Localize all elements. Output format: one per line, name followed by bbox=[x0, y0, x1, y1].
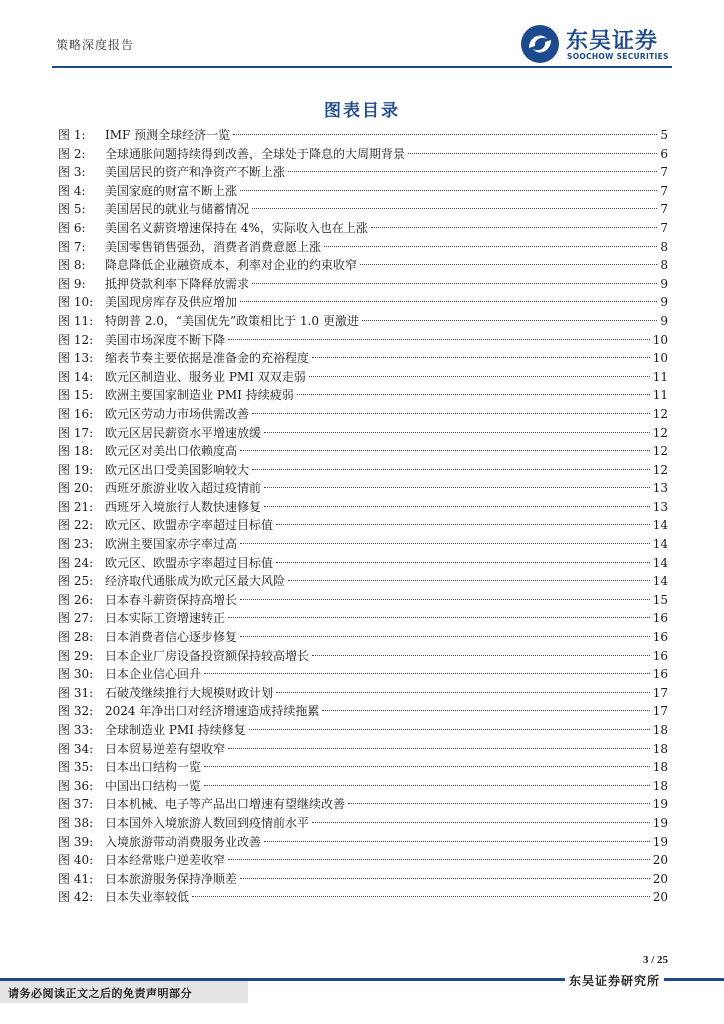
toc-entry-number: 图 14: bbox=[58, 369, 94, 384]
toc-entry-page: 18 bbox=[652, 778, 668, 793]
toc-entry-number: 图 32: bbox=[58, 704, 94, 719]
toc-entry-leader bbox=[240, 878, 650, 879]
institute-name: 东吴证券研究所 bbox=[565, 972, 664, 989]
toc-entry-leader bbox=[233, 134, 657, 135]
toc-entry-number: 图 39: bbox=[58, 834, 94, 849]
toc-entry[interactable] bbox=[58, 349, 668, 368]
toc-entry-page: 18 bbox=[652, 760, 668, 775]
toc-entry-number: 图 28: bbox=[58, 630, 94, 645]
toc-entry[interactable] bbox=[58, 554, 668, 573]
toc-entry[interactable] bbox=[58, 572, 668, 591]
toc-entry[interactable] bbox=[58, 145, 668, 164]
toc-entry-page: 20 bbox=[652, 890, 668, 905]
toc-entry-leader bbox=[264, 432, 650, 433]
toc-entry-title: 日本春斗薪资保持高增长 bbox=[105, 592, 238, 607]
toc-entry[interactable] bbox=[58, 200, 668, 219]
page-title: 图表目录 bbox=[324, 101, 400, 121]
toc-entry-title: 欧元区制造业、服务业 PMI 双双走弱 bbox=[105, 369, 306, 384]
toc-entry[interactable] bbox=[58, 535, 668, 554]
toc-entry-page: 20 bbox=[652, 853, 668, 868]
toc-entry-number: 图 4: bbox=[58, 183, 86, 198]
toc-entry-number: 图 21: bbox=[58, 499, 94, 514]
toc-entry-leader bbox=[228, 617, 650, 618]
toc-entry-number: 图 41: bbox=[58, 871, 94, 886]
toc-entry-title: 美国现房库存及供应增加 bbox=[105, 295, 238, 310]
toc-entry[interactable] bbox=[58, 461, 668, 480]
toc-entry-title: 美国居民的就业与储蓄情况 bbox=[105, 202, 250, 217]
toc-entry-number: 图 7: bbox=[58, 239, 86, 254]
toc-entry-number: 图 1: bbox=[58, 128, 86, 142]
toc-entry[interactable] bbox=[58, 702, 668, 721]
toc-entry-page: 16 bbox=[652, 667, 668, 682]
logo-english-name: SOOCHOW SECURITIES bbox=[567, 52, 669, 61]
toc-entry[interactable] bbox=[58, 331, 668, 350]
toc-entry-number: 图 15: bbox=[58, 388, 94, 403]
toc-entry-leader bbox=[276, 692, 650, 693]
toc-entry-page: 19 bbox=[652, 815, 668, 830]
toc-entry-title: 入境旅游带动消费服务业改善 bbox=[105, 834, 262, 849]
toc-entry-page: 8 bbox=[660, 239, 668, 254]
toc-entry-number: 图 9: bbox=[58, 276, 86, 291]
toc-entry-title: 西班牙入境旅行人数快速修复 bbox=[105, 499, 262, 514]
toc-entry[interactable] bbox=[58, 870, 668, 889]
toc-entry-title: 日本国外入境旅游人数回到疫情前水平 bbox=[105, 815, 310, 830]
toc-entry[interactable] bbox=[58, 684, 668, 703]
toc-entry-leader bbox=[240, 599, 650, 600]
toc-entry-title: 美国市场深度不断下降 bbox=[105, 332, 226, 347]
toc-entry-number: 图 27: bbox=[58, 611, 94, 626]
toc-entry-page: 16 bbox=[652, 611, 668, 626]
toc-entry-leader bbox=[276, 562, 650, 563]
figure-list bbox=[58, 126, 668, 907]
toc-entry-number: 图 38: bbox=[58, 815, 94, 830]
toc-entry-leader bbox=[362, 320, 657, 321]
toc-entry-title: 美国家庭的财富不断上涨 bbox=[105, 183, 238, 198]
toc-entry-title: 欧元区居民薪资水平增速放缓 bbox=[105, 425, 262, 440]
toc-entry-leader bbox=[249, 729, 650, 730]
toc-entry[interactable] bbox=[58, 163, 668, 182]
toc-entry-title: 日本贸易逆差有望收窄 bbox=[105, 741, 226, 756]
toc-entry-leader bbox=[371, 227, 658, 228]
toc-entry-page: 15 bbox=[652, 592, 668, 607]
toc-entry-leader bbox=[228, 748, 650, 749]
toc-entry-title: 全球制造业 PMI 持续修复 bbox=[105, 723, 246, 737]
toc-entry[interactable] bbox=[58, 256, 668, 275]
toc-entry-number: 图 2: bbox=[58, 146, 86, 161]
toc-entry-leader bbox=[348, 803, 650, 804]
toc-entry-page: 9 bbox=[660, 276, 668, 291]
toc-entry-leader bbox=[228, 859, 650, 860]
toc-entry-page: 14 bbox=[652, 537, 668, 552]
toc-entry-page: 14 bbox=[652, 574, 668, 589]
toc-entry[interactable] bbox=[58, 405, 668, 424]
toc-entry-number: 图 31: bbox=[58, 685, 94, 700]
toc-entry-title: 欧元区、欧盟赤字率超过目标值 bbox=[105, 555, 274, 570]
toc-entry-title: 美国零售销售强劲，消费者消费意愿上涨 bbox=[105, 239, 322, 254]
toc-entry-page: 20 bbox=[652, 871, 668, 886]
toc-entry-page: 14 bbox=[652, 518, 668, 533]
toc-entry-number: 图 42: bbox=[58, 890, 94, 905]
toc-entry-title: 缩表节奏主要依据是准备金的充裕程度 bbox=[105, 351, 310, 366]
toc-entry[interactable] bbox=[58, 275, 668, 294]
toc-entry-leader bbox=[276, 524, 650, 525]
toc-entry-leader bbox=[204, 785, 650, 786]
toc-entry-page: 7 bbox=[660, 165, 668, 180]
toc-entry-leader bbox=[312, 822, 650, 823]
toc-entry-leader bbox=[264, 841, 650, 842]
toc-entry-page: 12 bbox=[652, 425, 668, 440]
toc-entry[interactable] bbox=[58, 591, 668, 610]
toc-entry-leader bbox=[312, 655, 650, 656]
toc-entry-page: 16 bbox=[652, 630, 668, 645]
toc-entry-page: 18 bbox=[652, 741, 668, 756]
toc-entry[interactable] bbox=[58, 888, 668, 907]
toc-entry[interactable] bbox=[58, 126, 668, 145]
toc-entry[interactable] bbox=[58, 386, 668, 405]
logo-chinese-name: 东吴证券 bbox=[566, 29, 659, 54]
toc-entry-number: 图 37: bbox=[58, 797, 94, 812]
toc-entry[interactable] bbox=[58, 516, 668, 535]
toc-entry-number: 图 17: bbox=[58, 425, 94, 440]
toc-entry[interactable] bbox=[58, 758, 668, 777]
toc-entry-title: 美国居民的资产和净资产不断上涨 bbox=[105, 165, 286, 180]
toc-entry-number: 图 11: bbox=[58, 313, 94, 328]
toc-entry-page: 7 bbox=[660, 220, 668, 235]
toc-entry-number: 图 26: bbox=[58, 592, 94, 607]
toc-entry-page: 10 bbox=[652, 351, 668, 366]
toc-entry[interactable] bbox=[58, 424, 668, 443]
toc-entry-page: 7 bbox=[660, 202, 668, 217]
toc-entry[interactable] bbox=[58, 740, 668, 759]
toc-entry-page: 12 bbox=[652, 406, 668, 421]
toc-entry-page: 17 bbox=[652, 704, 668, 719]
toc-entry-title: 欧洲主要国家制造业 PMI 持续疲弱 bbox=[105, 388, 294, 403]
toc-entry[interactable] bbox=[58, 368, 668, 387]
toc-entry-page: 5 bbox=[660, 128, 668, 142]
toc-entry-leader bbox=[240, 301, 657, 302]
toc-entry-title: 美国名义薪资增速保持在 4%，实际收入也在上涨 bbox=[105, 220, 368, 235]
toc-entry-number: 图 10: bbox=[58, 295, 94, 310]
toc-entry-page: 9 bbox=[660, 313, 668, 328]
toc-entry-title: 西班牙旅游业收入超过疫情前 bbox=[105, 481, 262, 496]
toc-entry[interactable] bbox=[58, 814, 668, 833]
toc-entry-number: 图 25: bbox=[58, 574, 94, 589]
toc-entry-title: 日本消费者信心逐步修复 bbox=[105, 630, 238, 645]
toc-entry-leader bbox=[264, 506, 650, 507]
toc-entry-number: 图 34: bbox=[58, 741, 94, 756]
toc-entry[interactable] bbox=[58, 851, 668, 870]
toc-entry-leader bbox=[204, 673, 650, 674]
toc-entry-number: 图 5: bbox=[58, 202, 86, 217]
report-type-label: 策略深度报告 bbox=[56, 38, 135, 52]
disclaimer-text: 请务必阅读正文之后的免责声明部分 bbox=[8, 987, 192, 1000]
toc-entry-leader bbox=[322, 710, 649, 711]
toc-entry-page: 11 bbox=[652, 369, 668, 384]
toc-entry[interactable] bbox=[58, 628, 668, 647]
toc-entry-leader bbox=[288, 171, 657, 172]
toc-entry-title: 抵押贷款利率下降释放需求 bbox=[105, 276, 250, 291]
toc-entry-number: 图 23: bbox=[58, 537, 94, 552]
toc-entry-title: 经济取代通胀成为欧元区最大风险 bbox=[105, 574, 286, 589]
toc-entry[interactable] bbox=[58, 293, 668, 312]
toc-entry-leader bbox=[240, 636, 650, 637]
toc-entry-number: 图 13: bbox=[58, 351, 94, 366]
toc-entry[interactable] bbox=[58, 609, 668, 628]
toc-entry-leader bbox=[264, 487, 650, 488]
toc-entry-leader bbox=[309, 376, 650, 377]
toc-entry[interactable] bbox=[58, 795, 668, 814]
toc-entry-leader bbox=[192, 896, 650, 897]
toc-entry-title: 日本旅游服务保持净顺差 bbox=[105, 871, 238, 886]
toc-entry-leader bbox=[252, 469, 650, 470]
page-number: 3 / 25 bbox=[642, 954, 668, 966]
toc-entry-number: 图 29: bbox=[58, 648, 94, 663]
toc-entry-title: 欧元区出口受美国影响较大 bbox=[105, 462, 250, 477]
toc-entry-title: 欧洲主要国家赤字率过高 bbox=[105, 537, 238, 552]
toc-entry-leader bbox=[240, 190, 657, 191]
toc-entry[interactable] bbox=[58, 479, 668, 498]
toc-entry[interactable] bbox=[58, 312, 668, 331]
toc-entry[interactable] bbox=[58, 833, 668, 852]
toc-entry-title: 日本经常账户逆差收窄 bbox=[105, 853, 226, 868]
toc-entry-number: 图 36: bbox=[58, 778, 94, 793]
toc-entry-leader bbox=[312, 357, 650, 358]
toc-entry-page: 12 bbox=[652, 444, 668, 459]
toc-entry-leader bbox=[240, 543, 650, 544]
toc-entry-title: 日本企业信心回升 bbox=[105, 667, 202, 682]
toc-entry-title: 日本企业厂房设备投资额保持较高增长 bbox=[105, 648, 310, 663]
toc-entry-title: 欧元区劳动力市场供需改善 bbox=[105, 406, 250, 421]
toc-entry-number: 图 20: bbox=[58, 481, 94, 496]
toc-entry-number: 图 6: bbox=[58, 220, 86, 235]
toc-entry-number: 图 16: bbox=[58, 406, 94, 421]
toc-entry-number: 图 24: bbox=[58, 555, 94, 570]
toc-entry-leader bbox=[252, 283, 657, 284]
toc-entry-title: 特朗普 2.0，“美国优先”政策相比于 1.0 更激进 bbox=[105, 313, 359, 328]
toc-entry-leader bbox=[204, 766, 650, 767]
toc-entry[interactable] bbox=[58, 721, 668, 740]
toc-entry-page: 13 bbox=[652, 481, 668, 496]
toc-entry-number: 图 12: bbox=[58, 332, 94, 347]
toc-entry-leader bbox=[252, 208, 657, 209]
toc-entry[interactable] bbox=[58, 498, 668, 517]
toc-entry-page: 6 bbox=[660, 146, 668, 161]
toc-entry-leader bbox=[324, 246, 657, 247]
toc-entry[interactable] bbox=[58, 182, 668, 201]
toc-entry-leader bbox=[252, 413, 650, 414]
toc-entry-number: 图 22: bbox=[58, 518, 94, 533]
toc-entry-page: 11 bbox=[652, 388, 668, 403]
toc-entry-number: 图 3: bbox=[58, 165, 86, 180]
toc-entry[interactable] bbox=[58, 647, 668, 666]
toc-entry-number: 图 40: bbox=[58, 853, 94, 868]
toc-entry-leader bbox=[288, 580, 650, 581]
toc-entry-leader bbox=[360, 264, 657, 265]
toc-entry[interactable] bbox=[58, 665, 668, 684]
toc-entry-page: 14 bbox=[652, 555, 668, 570]
toc-entry-title: 欧元区、欧盟赤字率超过目标值 bbox=[105, 518, 274, 533]
toc-entry-title: 全球通胀问题持续得到改善，全球处于降息的大周期背景 bbox=[105, 146, 406, 161]
toc-entry-title: 中国出口结构一览 bbox=[105, 778, 202, 793]
toc-entry-title: 石破茂继续推行大规模财政计划 bbox=[105, 685, 274, 700]
toc-entry-number: 图 35: bbox=[58, 760, 94, 775]
toc-entry-number: 图 18: bbox=[58, 444, 94, 459]
toc-entry-page: 8 bbox=[660, 258, 668, 273]
toc-entry[interactable] bbox=[58, 777, 668, 796]
toc-entry-page: 17 bbox=[652, 685, 668, 700]
company-logo bbox=[520, 22, 670, 64]
toc-entry-title: 2024 年净出口对经济增速造成持续拖累 bbox=[105, 704, 320, 719]
header-rule bbox=[52, 66, 672, 68]
toc-entry-number: 图 30: bbox=[58, 667, 94, 682]
toc-entry-leader bbox=[408, 153, 657, 154]
toc-entry[interactable] bbox=[58, 442, 668, 461]
toc-entry-number: 图 19: bbox=[58, 462, 94, 477]
toc-entry-page: 9 bbox=[660, 295, 668, 310]
toc-entry-title: 降息降低企业融资成本，利率对企业的约束收窄 bbox=[105, 258, 358, 273]
toc-entry-page: 16 bbox=[652, 648, 668, 663]
toc-entry-title: IMF 预测全球经济一览 bbox=[105, 128, 231, 142]
toc-entry-number: 图 33: bbox=[58, 723, 94, 737]
toc-entry-leader bbox=[240, 450, 650, 451]
toc-entry-leader bbox=[228, 339, 650, 340]
toc-entry[interactable] bbox=[58, 238, 668, 257]
toc-entry-number: 图 8: bbox=[58, 258, 86, 273]
toc-entry-title: 欧元区对美出口依赖度高 bbox=[105, 444, 238, 459]
toc-entry-page: 12 bbox=[652, 462, 668, 477]
toc-entry[interactable] bbox=[58, 219, 668, 238]
toc-entry-page: 7 bbox=[660, 183, 668, 198]
toc-entry-page: 18 bbox=[652, 723, 668, 737]
toc-entry-title: 日本机械、电子等产品出口增速有望继续改善 bbox=[105, 797, 346, 812]
toc-entry-page: 13 bbox=[652, 499, 668, 514]
toc-entry-page: 10 bbox=[652, 332, 668, 347]
toc-entry-title: 日本出口结构一览 bbox=[105, 760, 202, 775]
toc-entry-page: 19 bbox=[652, 797, 668, 812]
toc-entry-title: 日本实际工资增速转正 bbox=[105, 611, 226, 626]
toc-entry-leader bbox=[297, 394, 650, 395]
toc-entry-page: 19 bbox=[652, 834, 668, 849]
soochow-logo-icon bbox=[520, 24, 560, 64]
toc-entry-title: 日本失业率较低 bbox=[105, 890, 190, 905]
